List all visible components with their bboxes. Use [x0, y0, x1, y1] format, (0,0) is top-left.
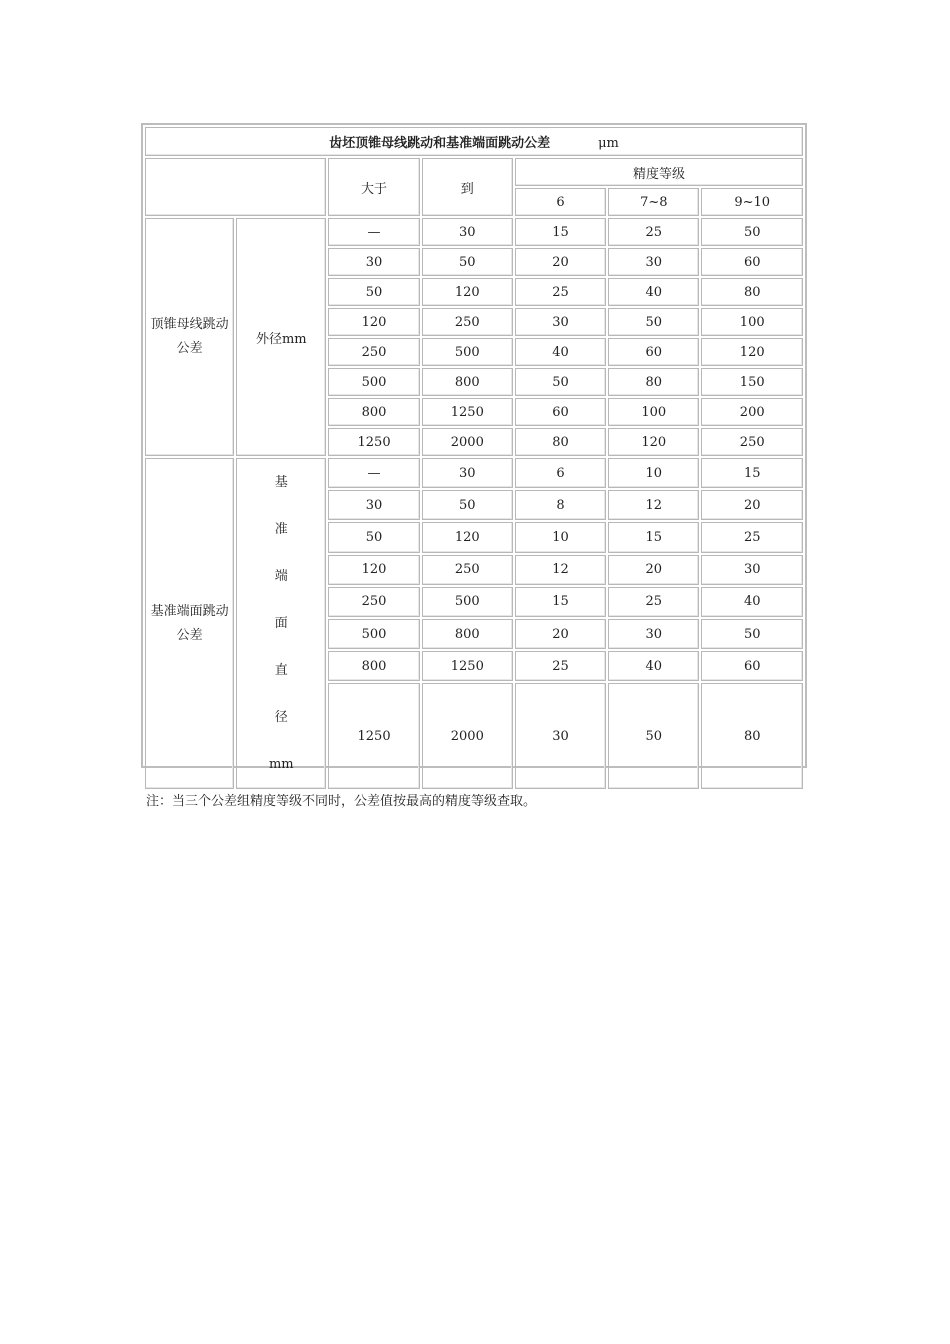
table-cell: 800: [328, 651, 419, 681]
table-cell: 50: [422, 248, 513, 276]
header-greater-than: 大于: [328, 158, 419, 216]
table-cell: 30: [608, 248, 699, 276]
table-cell: 800: [328, 398, 419, 426]
table-cell: 120: [328, 308, 419, 336]
table-cell: 30: [608, 619, 699, 649]
table-cell: 500: [328, 368, 419, 396]
table-cell: 800: [422, 619, 513, 649]
table-cell: 120: [701, 338, 803, 366]
table-cell: 50: [328, 522, 419, 552]
table-cell: 15: [701, 458, 803, 488]
table-cell: 50: [515, 368, 606, 396]
table-cell: 6: [515, 458, 606, 488]
table-cell: 30: [422, 458, 513, 488]
table-cell: 25: [608, 587, 699, 617]
group-label: 基准端面跳动 公差: [145, 458, 234, 789]
table-cell: 40: [701, 587, 803, 617]
table-cell: 10: [608, 458, 699, 488]
header-grade-group: 精度等级: [515, 158, 803, 186]
table-cell: 60: [701, 651, 803, 681]
table-cell: 800: [422, 368, 513, 396]
table-cell: 500: [422, 338, 513, 366]
table-cell: 40: [608, 651, 699, 681]
table-row: [145, 458, 803, 488]
table-cell: 12: [515, 555, 606, 585]
table-cell: 25: [608, 218, 699, 246]
tolerance-table: [143, 125, 805, 791]
table-cell: 1250: [328, 683, 419, 789]
table-cell: 15: [515, 218, 606, 246]
table-cell: 60: [515, 398, 606, 426]
header-up-to: 到: [422, 158, 513, 216]
table-cell: 2000: [422, 683, 513, 789]
table-cell: —: [328, 218, 419, 246]
table-cell: 20: [515, 248, 606, 276]
table-cell: 60: [608, 338, 699, 366]
table-cell: 8: [515, 490, 606, 520]
table-cell: 1250: [422, 651, 513, 681]
header-blank-cell: [145, 158, 326, 216]
header-grade-6: 6: [515, 188, 606, 216]
table-row: [145, 218, 803, 246]
table-cell: 30: [515, 683, 606, 789]
table-title: [145, 127, 803, 156]
table-cell: 500: [328, 619, 419, 649]
table-cell: 1250: [422, 398, 513, 426]
table-cell: 2000: [422, 428, 513, 456]
table-cell: 500: [422, 587, 513, 617]
table-cell: 150: [701, 368, 803, 396]
table-cell: 20: [515, 619, 606, 649]
table-cell: 12: [608, 490, 699, 520]
table-cell: 25: [701, 522, 803, 552]
table-cell: 80: [515, 428, 606, 456]
table-cell: 30: [328, 248, 419, 276]
table-cell: 80: [608, 368, 699, 396]
table-cell: 30: [422, 218, 513, 246]
table-cell: 50: [701, 218, 803, 246]
table-cell: 40: [515, 338, 606, 366]
table-cell: 50: [608, 308, 699, 336]
table-cell: 250: [328, 587, 419, 617]
dimension-label: 外径mm: [236, 218, 326, 456]
table-cell: 40: [608, 278, 699, 306]
table-cell: 30: [701, 555, 803, 585]
table-cell: 50: [422, 490, 513, 520]
tolerance-table-frame: [141, 123, 807, 772]
table-unit: μm: [598, 136, 619, 151]
table-cell: 20: [608, 555, 699, 585]
table-cell: 50: [328, 278, 419, 306]
group-label: 顶锥母线跳动 公差: [145, 218, 234, 456]
table-cell: 120: [608, 428, 699, 456]
table-cell: 10: [515, 522, 606, 552]
table-cell: 25: [515, 651, 606, 681]
table-cell: 30: [328, 490, 419, 520]
table-cell: 250: [701, 428, 803, 456]
table-cell: 30: [515, 308, 606, 336]
header-grade-9-10: 9~10: [701, 188, 803, 216]
table-cell: 120: [422, 278, 513, 306]
table-cell: 120: [422, 522, 513, 552]
table-cell: —: [328, 458, 419, 488]
table-cell: 15: [608, 522, 699, 552]
table-cell: 250: [328, 338, 419, 366]
table-cell: 250: [422, 555, 513, 585]
header-grade-7-8: 7~8: [608, 188, 699, 216]
footnote: 注：当三个公差组精度等级不同时，公差值按最高的精度等级查取。: [146, 794, 537, 809]
table-cell: 50: [608, 683, 699, 789]
table-cell: 25: [515, 278, 606, 306]
table-cell: 15: [515, 587, 606, 617]
table-cell: 100: [608, 398, 699, 426]
table-cell: 80: [701, 683, 803, 789]
table-title-text: 齿坯顶锥母线跳动和基准端面跳动公差: [329, 136, 551, 151]
table-cell: 50: [701, 619, 803, 649]
table-cell: 80: [701, 278, 803, 306]
table-cell: 60: [701, 248, 803, 276]
table-cell: 100: [701, 308, 803, 336]
table-cell: 120: [328, 555, 419, 585]
table-cell: 200: [701, 398, 803, 426]
table-cell: 1250: [328, 428, 419, 456]
table-cell: 250: [422, 308, 513, 336]
table-cell: 20: [701, 490, 803, 520]
dimension-label: 基 准 端 面 直 径 mm: [236, 458, 326, 789]
